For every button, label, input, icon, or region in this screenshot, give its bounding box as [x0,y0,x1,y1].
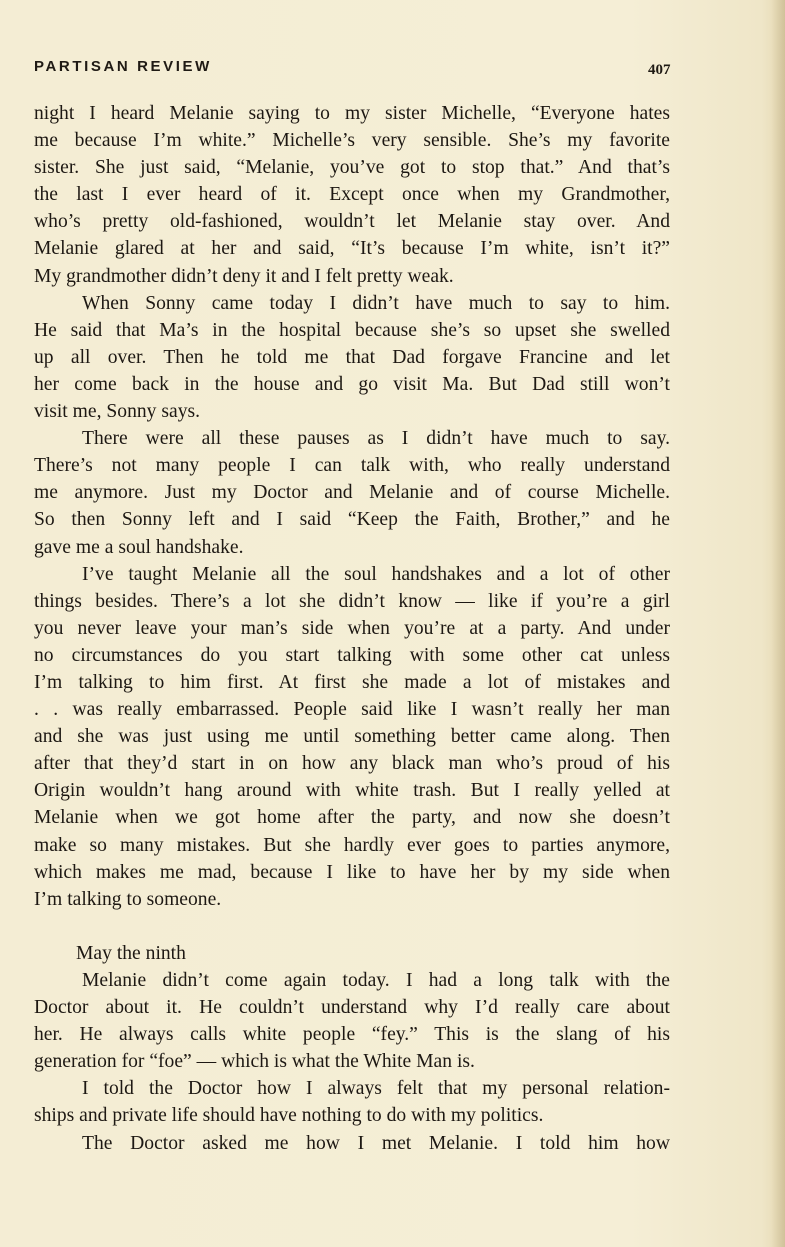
text-line: you never leave your man’s side when you’re at a party. And under [34,617,670,639]
text-line: up all over. Then he told me that Dad forgave Francine and let [34,346,670,368]
text-line: gave me a soul handshake. [34,536,244,558]
diary-date: May the ninth [76,942,186,964]
text-line: things besides. There’s a lot she didn’t know — like if you’re a girl [34,590,670,612]
page-number: 407 [648,62,671,78]
body-text [34,100,670,1157]
text-line: generation for “foe” — which is what the White Man is. [34,1051,475,1073]
text-line: her come back in the house and go visit Ma. But Dad still won’t [34,373,670,395]
text-line: Doctor about it. He couldn’t understand why I’d really care about [34,997,670,1019]
section-gap [34,913,670,940]
text-line: which makes me mad, because I like to have her by my side when [34,861,670,883]
text-line: visit me, Sonny says. [34,401,201,423]
text-line: Melanie when we got home after the party, and now she doesn’t [34,807,670,829]
running-head: PARTISAN REVIEW [34,58,212,75]
text-line: me because I’m white.” Michelle’s very sensible. She’s my favorite [34,130,670,152]
text-line: the last I ever heard of it. Except once when my Grandmother, [34,184,670,206]
text-line: night I heard Melanie saying to my sister Michelle, “Everyone hates [34,103,670,124]
text-line: When Sonny came today I didn’t have much to say to him. [82,292,670,314]
text-line: So then Sonny left and I said “Keep the Faith, Brother,” and he [34,509,670,531]
text-line: I’m talking to him first. At first she made a lot of mistakes and [34,671,670,693]
text-line: after that they’d start in on how any black man who’s proud of his [34,753,670,775]
text-line: no circumstances do you start talking with some other cat unless [34,644,670,666]
text-line: who’s pretty old-fashioned, wouldn’t let Melanie stay over. And [34,211,670,233]
text-line: and she was just using me until something better came along. Then [34,726,670,748]
text-line: make so many mistakes. But she hardly ever goes to parties anymore, [34,834,670,856]
text-line: The Doctor asked me how I met Melanie. I told him how [82,1132,670,1154]
text-line: He said that Ma’s in the hospital because she’s so upset she swelled [34,319,670,341]
text-line: I told the Doctor how I always felt that my personal relation- [82,1078,670,1100]
text-line: sister. She just said, “Melanie, you’ve got to stop that.” And that’s [34,157,670,179]
text-line: her. He always calls white people “fey.” This is the slang of his [34,1024,670,1046]
text-line: My grandmother didn’t deny it and I felt pretty weak. [34,265,454,287]
text-line: me anymore. Just my Doctor and Melanie and of course Michelle. [34,482,670,504]
text-line: I’ve taught Melanie all the soul handshakes and a lot of other [82,563,670,585]
text-line: . . was really embarrassed. People said like I wasn’t really her man [34,699,670,721]
text-line: Origin wouldn’t hang around with white trash. But I really yelled at [34,780,670,802]
text-line: ships and private life should have nothing to do with my politics. [34,1105,544,1127]
text-line: There were all these pauses as I didn’t have much to say. [82,428,670,450]
text-line: I’m talking to someone. [34,888,222,910]
text-line: Melanie glared at her and said, “It’s because I’m white, isn’t it?” [34,238,670,260]
page-edge-shadow [771,0,785,1247]
text-line: There’s not many people I can talk with, who really understand [34,455,670,477]
text-line: Melanie didn’t come again today. I had a long talk with the [82,970,670,991]
